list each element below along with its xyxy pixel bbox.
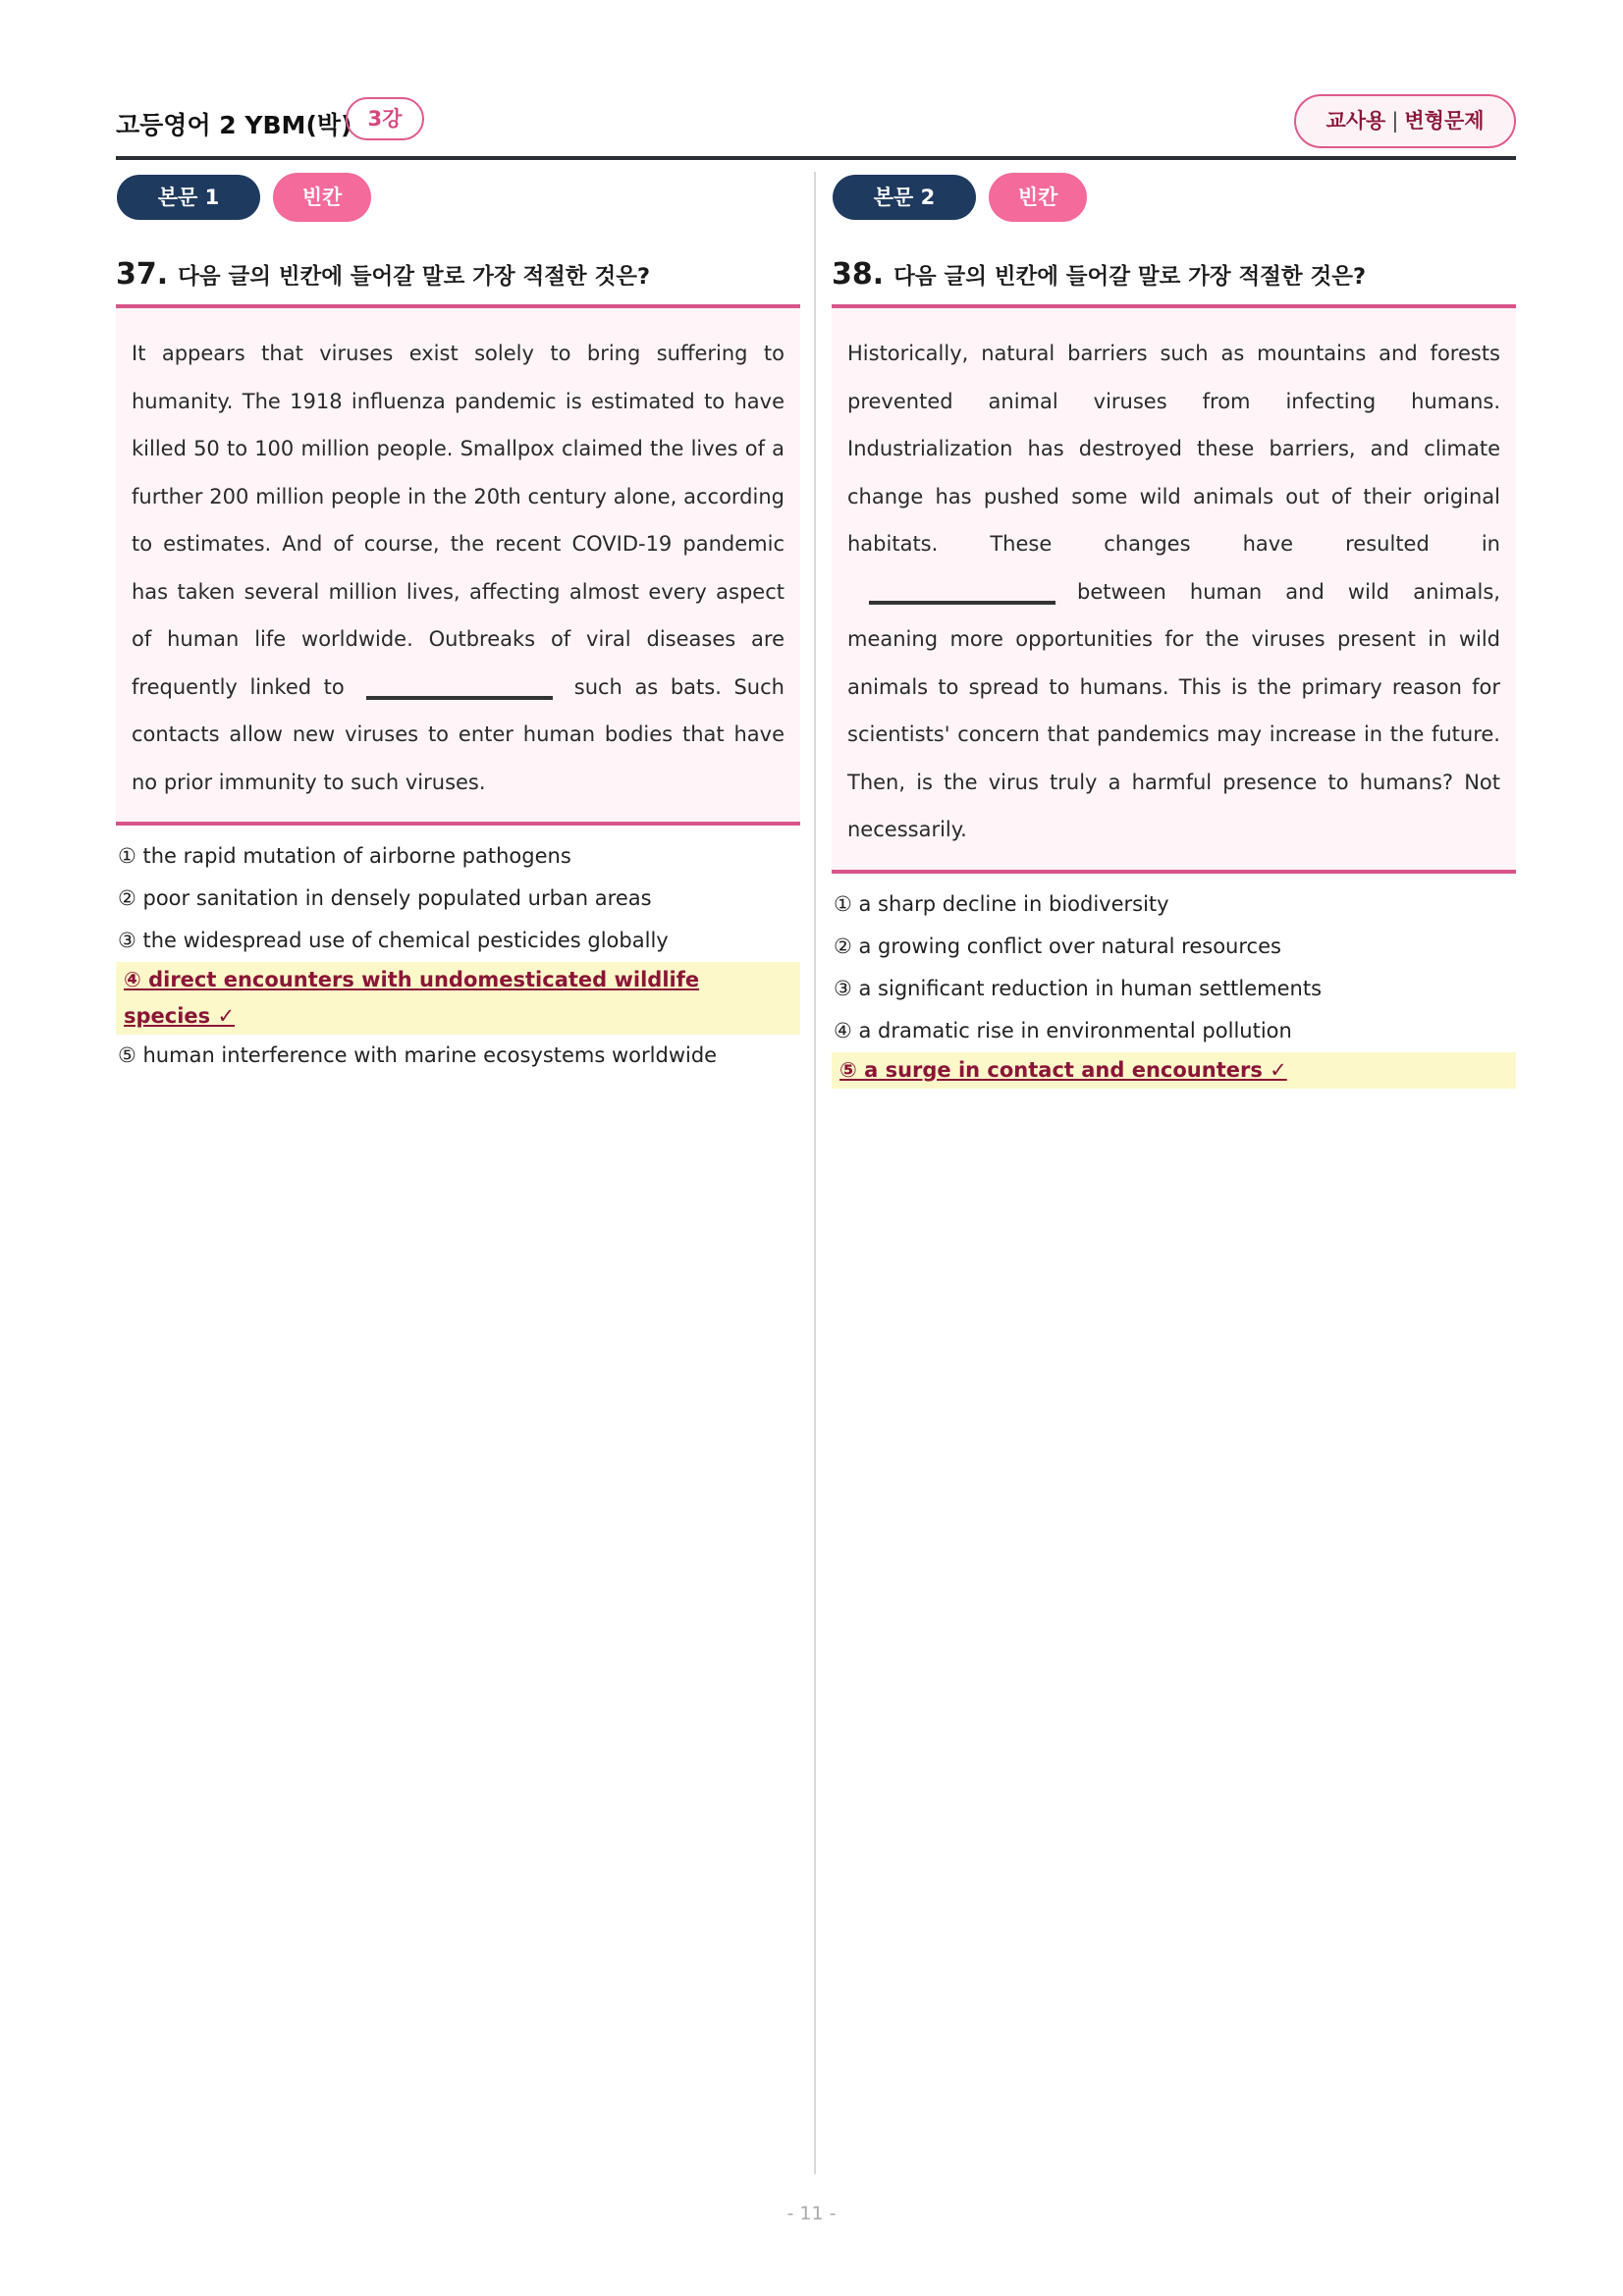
options-list: [832, 883, 1516, 1089]
passage-before-blank: It appears that viruses exist solely to bring suffering to humanity. The 1918 influenza pandemic is estimated to have killed 50 to 100 million people. Smallpox claimed the lives of a further 200 million people in the 20th century alone, according to estimates. And of course, the recent COVID-19 pandemic has taken several million lives, affecting almost every aspect of human life worldwide. Outbreaks of viral diseases are frequently linked to: [132, 342, 784, 699]
answer-blank: [869, 581, 1055, 605]
type-label: 변형문제: [1404, 109, 1485, 133]
role-separator: |: [1391, 109, 1399, 133]
passage-text: [847, 330, 1500, 854]
role-label: 교사용: [1325, 109, 1386, 133]
question-column-1: [116, 173, 800, 1077]
passage-tag: 본문 2: [833, 175, 976, 220]
page-header: [116, 94, 1516, 155]
option-4-correct[interactable]: ④ direct encounters with undomesticated wildlife species ✓: [116, 962, 800, 1035]
column-divider: [814, 172, 816, 2174]
answer-blank: [366, 676, 553, 700]
passage-text: [132, 330, 784, 806]
option-2[interactable]: ② poor sanitation in densely populated urban areas: [118, 886, 652, 910]
type-tag: 빈칸: [989, 173, 1087, 222]
question-number: 37.: [116, 257, 169, 292]
role-badge: [1294, 94, 1516, 148]
page-number: - 11 -: [786, 2203, 837, 2224]
passage-before-blank: Historically, natural barriers such as mountains and forests prevented animal viruses from infecting humans. Industrialization has destroyed these barriers, and climate change has pushed some wild animals out of their original habitats. These changes have resulted in: [847, 342, 1500, 556]
option-3[interactable]: ③ a significant reduction in human settlements: [834, 976, 1323, 1000]
tag-row: [116, 173, 800, 222]
option-3[interactable]: ③ the widespread use of chemical pesticides globally: [118, 929, 669, 952]
header-rule: [116, 156, 1516, 160]
passage-after-blank: such as bats. Such contacts allow new viruses to enter human bodies that have no prior immunity to such viruses.: [132, 674, 784, 794]
option-5[interactable]: ⑤ human interference with marine ecosystems worldwide: [118, 1043, 718, 1067]
question-heading: [832, 255, 1516, 294]
question-heading: [116, 255, 800, 294]
passage-after-blank: between human and wild animals, meaning more opportunities for the viruses present in wild animals to spread to humans. This is the primary reason for scientists' concern that pandemics may increase in the future. Then, is the virus truly a harmful presence to humans? Not necessarily.: [847, 579, 1500, 841]
option-1[interactable]: ① the rapid mutation of airborne pathogens: [118, 844, 571, 868]
passage-tag: 본문 1: [117, 175, 260, 220]
option-4[interactable]: ④ a dramatic rise in environmental pollution: [834, 1018, 1292, 1042]
option-2[interactable]: ② a growing conflict over natural resources: [834, 934, 1281, 958]
options-list: [116, 835, 800, 1077]
question-text: 다음 글의 빈칸에 들어갈 말로 가장 적절한 것은?: [893, 264, 1367, 290]
question-number: 38.: [832, 257, 885, 292]
lesson-badge: 3강: [346, 97, 424, 140]
type-tag: 빈칸: [273, 173, 371, 222]
option-1[interactable]: ① a sharp decline in biodiversity: [834, 891, 1169, 916]
question-column-2: [832, 173, 1516, 1089]
option-5-correct[interactable]: ⑤ a surge in contact and encounters ✓: [832, 1052, 1516, 1089]
passage-box: [832, 304, 1516, 874]
passage-box: [116, 304, 800, 826]
tag-row: [832, 173, 1516, 222]
question-text: 다음 글의 빈칸에 들어갈 말로 가장 적절한 것은?: [178, 264, 651, 290]
book-title: 고등영어 2 YBM(박): [116, 111, 352, 139]
